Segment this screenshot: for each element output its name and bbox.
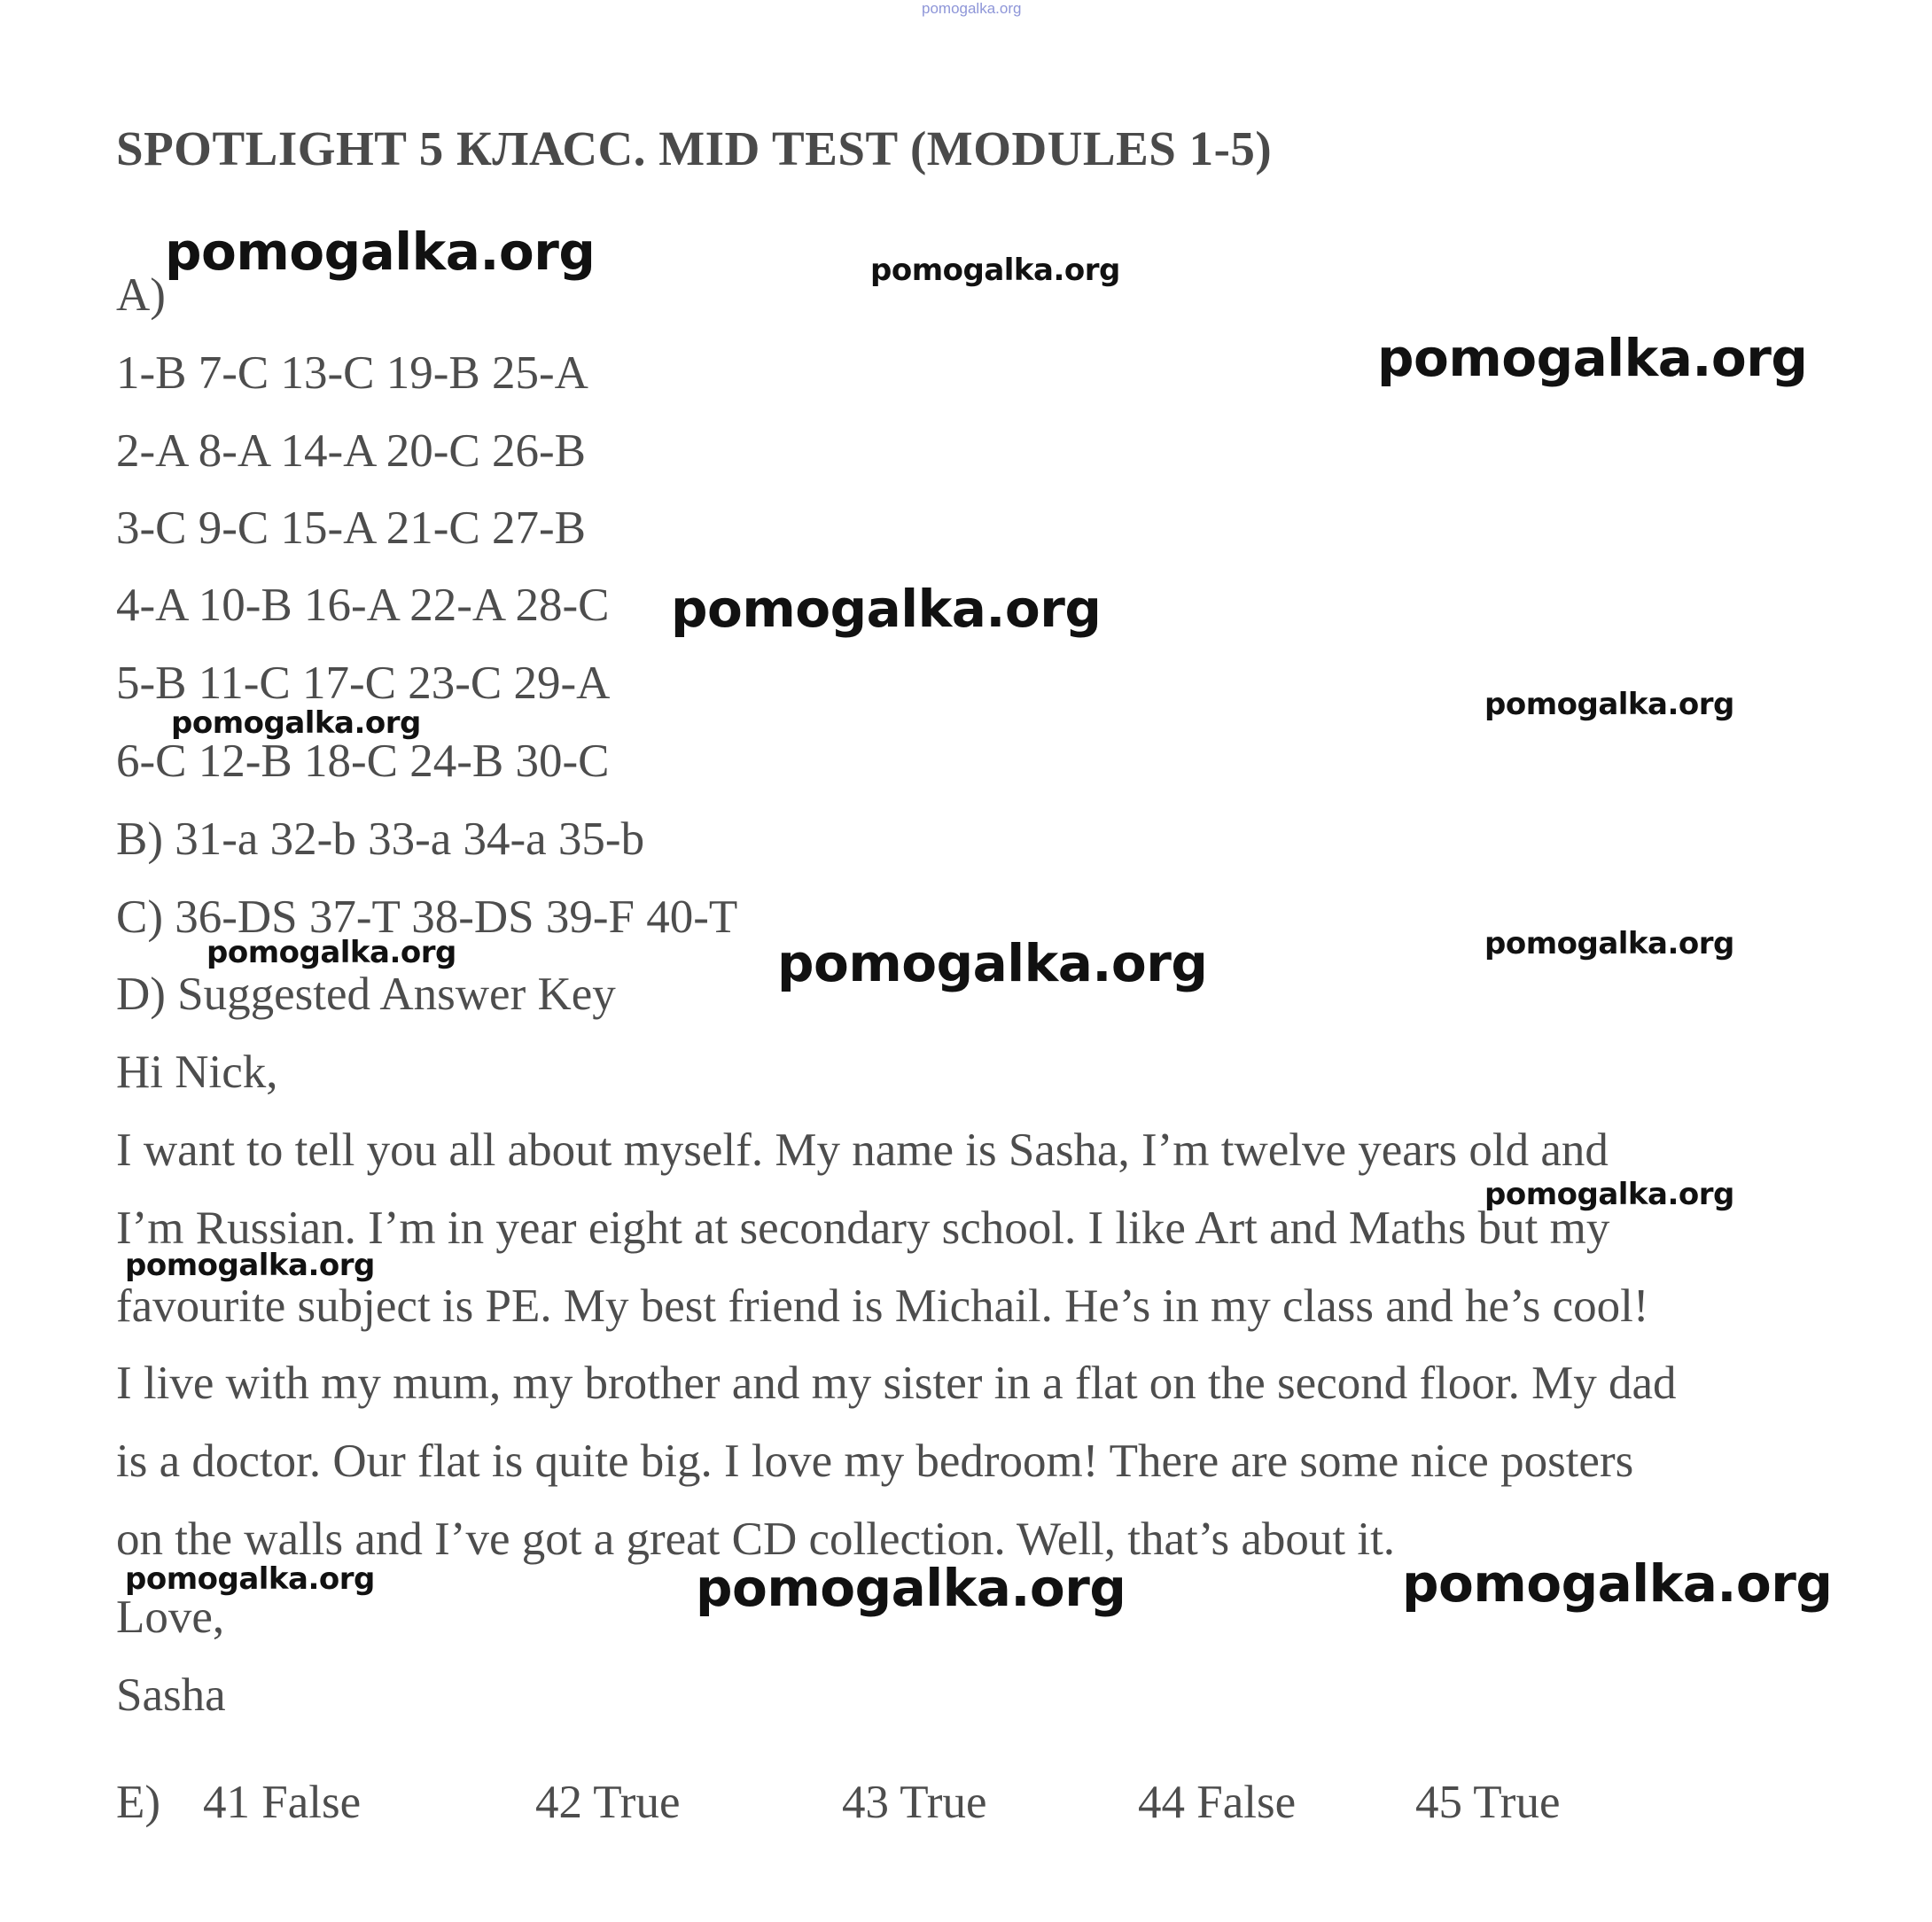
letter-line-1: I want to tell you all about myself. My name is Sasha, I’m twelve years old and <box>116 1124 1609 1176</box>
section-e-label: E) <box>116 1777 161 1828</box>
letter-line-3: favourite subject is PE. My best friend is Michail. He’s in my class and he’s cool! <box>116 1280 1649 1332</box>
watermark: pomogalka.org <box>1484 687 1734 722</box>
watermark: pomogalka.org <box>125 1561 375 1597</box>
letter-line-5: is a doctor. Our flat is quite big. I love my bedroom! There are some nice posters <box>116 1436 1634 1487</box>
watermark: pomogalka.org <box>1484 1177 1734 1212</box>
section-a-row-4: 4-A 10-B 16-A 22-A 28-C <box>116 580 610 631</box>
watermark: pomogalka.org <box>671 579 1102 639</box>
letter-line-4: I live with my mum, my brother and my sister in a flat on the second floor. My dad <box>116 1358 1677 1409</box>
section-e-answer-44: 44 False <box>1138 1777 1297 1828</box>
watermark: pomogalka.org <box>1484 926 1734 961</box>
section-e-answer-43: 43 True <box>842 1777 987 1828</box>
watermark: pomogalka.org <box>165 222 596 282</box>
watermark: pomogalka.org <box>1377 328 1808 388</box>
letter-greeting: Hi Nick, <box>116 1047 278 1098</box>
section-a-row-3: 3-C 9-C 15-A 21-C 27-B <box>116 502 586 554</box>
watermark: pomogalka.org <box>696 1558 1126 1618</box>
watermark: pomogalka.org <box>1402 1553 1833 1614</box>
section-b-answers: B) 31-a 32-b 33-a 34-a 35-b <box>116 813 645 865</box>
section-c-answers: C) 36-DS 37-T 38-DS 39-F 40-T <box>116 891 738 943</box>
letter-closing: Love, <box>116 1591 225 1643</box>
letter-signature: Sasha <box>116 1669 226 1721</box>
section-e-answer-42: 42 True <box>535 1777 681 1828</box>
section-a-row-5: 5-B 11-C 17-C 23-C 29-A <box>116 658 611 709</box>
watermark: pomogalka.org <box>206 935 456 970</box>
watermark: pomogalka.org <box>870 253 1120 288</box>
letter-line-6: on the walls and I’ve got a great CD collection. Well, that’s about it. <box>116 1513 1396 1565</box>
section-a-label: A) <box>116 269 166 321</box>
page-title: SPOTLIGHT 5 КЛАСС. MID TEST (MODULES 1-5) <box>116 121 1273 175</box>
section-e-answer-41: 41 False <box>203 1777 362 1828</box>
watermark: pomogalka.org <box>171 705 421 741</box>
section-d-heading: D) Suggested Answer Key <box>116 969 616 1020</box>
top-watermark: pomogalka.org <box>922 0 1022 17</box>
section-e-answer-45: 45 True <box>1415 1777 1561 1828</box>
section-a-row-1: 1-B 7-C 13-C 19-B 25-A <box>116 347 588 399</box>
watermark: pomogalka.org <box>125 1248 375 1283</box>
section-a-row-6: 6-C 12-B 18-C 24-B 30-C <box>116 735 610 787</box>
watermark: pomogalka.org <box>777 933 1208 993</box>
section-a-row-2: 2-A 8-A 14-A 20-C 26-B <box>116 425 586 477</box>
letter-line-2: I’m Russian. I’m in year eight at secondary school. I like Art and Maths but my <box>116 1202 1610 1254</box>
